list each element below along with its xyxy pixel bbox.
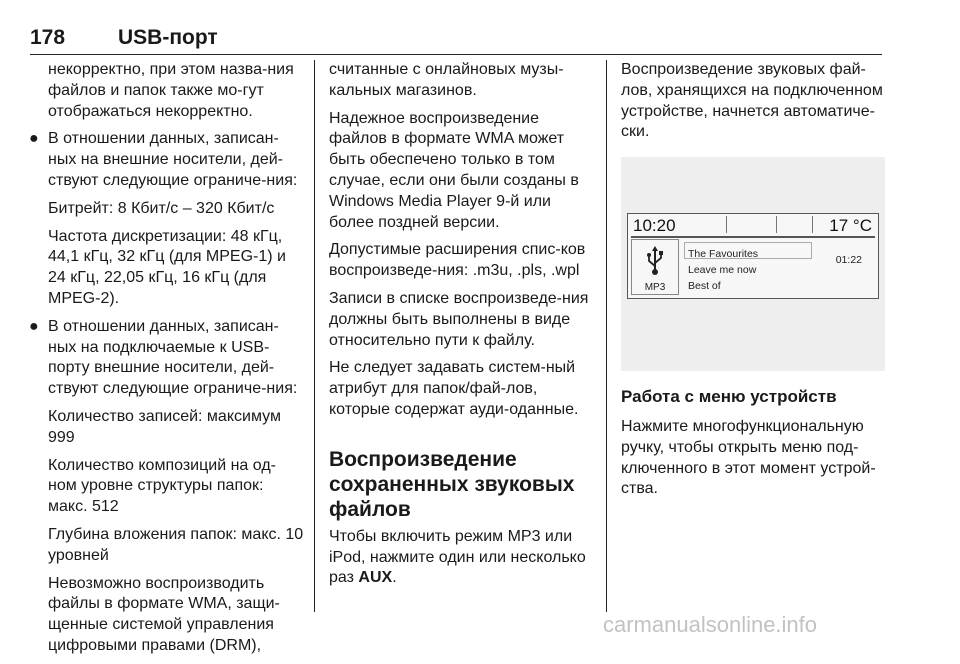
paragraph: Не следует задавать систем-ный атрибут для папок/фай-лов, которые содержат ауди-оданные. <box>329 359 579 418</box>
list-item: Leave me now <box>688 264 757 277</box>
bullet-text: В отношении данных, записан-ных на внешние носители, дей-ствуют следующие ограниче-ния: <box>48 130 298 189</box>
watermark: carmanualsonline.info <box>603 612 818 637</box>
list-item: Best of <box>688 280 721 293</box>
text-span: . <box>392 569 397 587</box>
bullet-text: В отношении данных, записан-ных на подключаемые к USB-порту внешние носители, дей-ствуют следующие ограниче-ния: <box>48 317 298 398</box>
usb-icon <box>645 244 665 276</box>
column-1 <box>28 60 304 664</box>
sampling-text: Частота дискретизации: 48 кГц, 44,1 кГц, 32 кГц (для MPEG-1) и 24 кГц, 22,05 кГц, 16 кГц (для MPEG-2). <box>48 227 286 307</box>
list-item: The Favourites <box>688 248 759 261</box>
bitrate-text: Битрейт: 8 Кбит/с – 320 Кбит/с <box>48 199 275 217</box>
column-3 <box>621 60 889 507</box>
clock-time: 10:20 <box>633 216 676 236</box>
source-label: MP3 <box>644 282 666 294</box>
drm-text: Невозможно воспроизводить файлы в формате WMA, защи-щенные системой управления цифровыми правами (DRM), <box>48 574 280 654</box>
text-span: Чтобы включить режим MP3 или iPod, нажмите один или несколько раз <box>329 527 586 587</box>
status-bar-divider <box>631 236 875 238</box>
section-heading: Воспроизведение сохраненных звуковых файлов <box>329 447 575 521</box>
records-limit-text: Количество записей: максимум 999 <box>48 407 281 446</box>
track-duration: 01:22 <box>835 254 862 267</box>
temperature: 17 °C <box>829 216 872 236</box>
paragraph: Записи в списке воспроизведе-ния должны быть выполнены в виде относительно пути к файлу. <box>329 289 589 349</box>
paragraph-aux <box>329 527 593 589</box>
column-divider-1 <box>314 60 315 612</box>
status-divider <box>726 216 727 233</box>
bullet-usb-media <box>28 317 304 400</box>
status-divider <box>776 216 777 233</box>
page-title: USB-порт <box>118 26 218 49</box>
infotainment-display <box>627 213 879 299</box>
paragraph: Надежное воспроизведение файлов в формате WMA может быть обеспечено только в том случае, если они были созданы в Windows Media Player 9-й или более поздней версии. <box>329 109 579 231</box>
folder-depth-text: Глубина вложения папок: макс. 10 уровней <box>48 525 304 564</box>
page-number: 178 <box>30 26 66 49</box>
paragraph: Нажмите многофункциональную ручку, чтобы открыть меню под-ключенного в этот момент устрой-ства. <box>621 417 876 498</box>
source-icon-box <box>631 239 679 295</box>
intro-paragraph: некорректно, при этом назва-ния файлов и папок также мо-гут отображаться некорректно. <box>48 61 294 120</box>
display-figure <box>621 157 885 371</box>
page-header <box>30 26 882 55</box>
tracks-limit-text: Количество композиций на од-ном уровне структуры папок: макс. 512 <box>48 456 276 516</box>
paragraph: Допустимые расширения спис-ков воспроизведе-ния: .m3u, .pls, .wpl <box>329 241 586 280</box>
status-divider <box>812 216 813 233</box>
section-heading: Работа с меню устройств <box>621 387 837 407</box>
bullet-marker: ● <box>29 317 39 335</box>
column-divider-2 <box>606 60 607 612</box>
column-2 <box>329 60 593 596</box>
bullet-external-media <box>28 129 304 191</box>
paragraph: считанные с онлайновых музы-кальных магазинов. <box>329 61 564 99</box>
paragraph: Воспроизведение звуковых фай-лов, хранящихся на подключенном устройстве, начнется автоматиче-ски. <box>621 61 883 141</box>
aux-button-label: AUX <box>358 569 393 587</box>
bullet-marker: ● <box>29 130 39 148</box>
